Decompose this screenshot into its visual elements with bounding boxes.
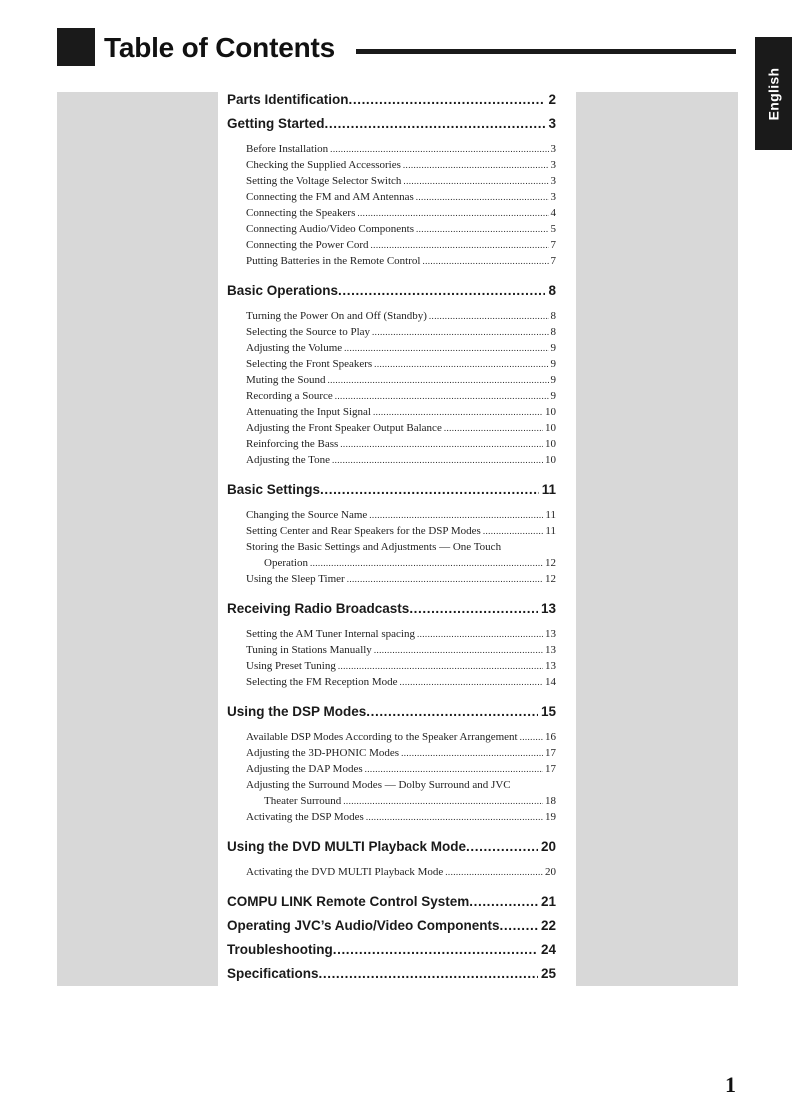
toc-entry-page: 13 [545,644,556,656]
dot-leader [365,761,543,777]
toc-entry-label: Adjusting the Front Speaker Output Balance [246,422,442,434]
toc-entry-page: 12 [545,573,556,585]
dot-leader [327,372,548,388]
toc-entry-page: 19 [545,811,556,823]
page-title: Table of Contents [104,32,335,63]
toc-section[interactable] [227,835,556,859]
toc-entry-label: Reinforcing the Bass [246,438,339,450]
toc-entry-label: Recording a Source [246,390,333,402]
toc-entry[interactable] [227,864,556,880]
toc-entry-label: Available DSP Modes According to the Speaker Arrangement [246,731,518,743]
toc-entry[interactable] [227,555,556,571]
toc-entry-first-line: Storing the Basic Settings and Adjustments — One Touch [246,541,502,553]
toc-subsection-list [227,859,556,880]
toc-section[interactable] [227,88,556,112]
toc-entry-label: Setting the AM Tuner Internal spacing [246,628,415,640]
toc-entry-label: Using Preset Tuning [246,660,336,672]
toc-section-label: Basic Operations [227,283,339,298]
toc-entry[interactable] [227,157,556,173]
toc-entry[interactable] [227,237,556,253]
toc-entry-page: 3 [550,191,556,203]
dot-leader [445,864,543,880]
dot-leader [333,938,538,962]
dot-leader [400,674,543,690]
title-rule [356,49,736,54]
toc-entry-label: Connecting Audio/Video Components [246,223,414,235]
toc-section[interactable] [227,914,556,938]
language-tab-label-wrap [755,37,792,150]
section-spacer [227,587,556,597]
toc-section-page: 25 [540,966,556,981]
toc-entry-label: Turning the Power On and Off (Standby) [246,310,427,322]
toc-section-page: 2 [548,92,556,107]
toc-entry-page: 10 [545,454,556,466]
toc-entry-page: 11 [545,525,556,537]
dot-leader [325,112,546,136]
dot-leader [335,388,549,404]
dot-leader [347,571,543,587]
toc-subsection-list [227,136,556,269]
toc-entry[interactable] [227,571,556,587]
left-side-panel [57,92,218,986]
dot-leader [374,356,548,372]
dot-leader [319,962,538,986]
section-spacer [227,880,556,890]
toc-entry-label: Before Installation [246,143,329,155]
dot-leader [349,88,546,112]
toc-entry-page: 5 [550,223,556,235]
section-spacer [227,269,556,279]
toc-entry[interactable] [227,189,556,205]
toc-entry-label: Adjusting the 3D-PHONIC Modes [246,747,400,759]
title-marker-square [57,28,95,66]
toc-entry-label: Setting Center and Rear Speakers for the DSP Modes [246,525,481,537]
toc-entry[interactable] [227,436,556,452]
toc-entry-page: 17 [545,763,556,775]
toc-entry[interactable] [227,793,556,809]
toc-entry-label: Connecting the Speakers [246,207,356,219]
dot-leader [374,642,543,658]
dot-leader [338,658,543,674]
toc-entry-label: Adjusting the Volume [246,342,343,354]
dot-leader [330,141,548,157]
toc-section-page: 15 [540,704,556,719]
toc-entry-page: 10 [545,438,556,450]
toc-entry[interactable] [227,404,556,420]
toc-section-page: 22 [540,918,556,933]
toc-entry[interactable] [227,205,556,221]
toc-entry-label: Selecting the FM Reception Mode [246,676,398,688]
toc-entry-label: Setting the Voltage Selector Switch [246,175,402,187]
section-spacer [227,468,556,478]
toc-entry-label: Activating the DSP Modes [246,811,364,823]
toc-section-label: Basic Settings [227,482,321,497]
toc-entry[interactable] [227,507,556,523]
toc-entry-label: Selecting the Source to Play [246,326,371,338]
toc-entry-page: 3 [550,159,556,171]
dot-leader [338,279,545,303]
dot-leader [469,890,538,914]
toc-entry[interactable] [227,173,556,189]
dot-leader [403,173,548,189]
toc-entry-label: Adjusting the DAP Modes [246,763,363,775]
toc-section[interactable] [227,890,556,914]
toc-entry-label: Theater Surround [264,795,342,807]
toc-entry-label: Attenuating the Input Signal [246,406,371,418]
dot-leader [357,205,548,221]
toc-entry[interactable] [227,809,556,825]
toc-entry-label: Changing the Source Name [246,509,368,521]
toc-section[interactable] [227,938,556,962]
dot-leader [373,404,543,420]
toc-entry[interactable] [227,356,556,372]
dot-leader [371,237,549,253]
toc-section[interactable] [227,112,556,136]
toc-entry-label: Muting the Sound [246,374,326,386]
toc-section-label: Specifications [227,966,319,981]
dot-leader [416,221,549,237]
toc-entry[interactable] [227,729,556,745]
toc-entry-label: Putting Batteries in the Remote Control [246,255,421,267]
toc-entry[interactable] [227,420,556,436]
toc-entry-label: Connecting the Power Cord [246,239,369,251]
toc-subsection-list [227,621,556,690]
toc-section[interactable] [227,962,556,986]
toc-entry-label: Operation [264,557,308,569]
toc-entry-page: 9 [550,374,556,386]
dot-leader [416,189,549,205]
toc-entry-page: 10 [545,406,556,418]
dot-leader [372,324,548,340]
dot-leader [520,729,543,745]
toc-entry-page: 3 [550,143,556,155]
toc-section-page: 3 [548,116,556,131]
toc-entry-page: 4 [550,207,556,219]
dot-leader [332,452,543,468]
toc-section-label: Getting Started [227,116,325,131]
toc-entry-page: 8 [550,310,556,322]
toc-entry-page: 10 [545,422,556,434]
toc-entry[interactable] [227,761,556,777]
toc-section[interactable] [227,597,556,621]
dot-leader [483,523,544,539]
toc-entry[interactable] [227,253,556,269]
dot-leader [320,478,539,502]
section-spacer [227,825,556,835]
toc-entry[interactable] [227,372,556,388]
toc-entry[interactable] [227,642,556,658]
toc-entry-page: 7 [550,255,556,267]
toc-entry-page: 17 [545,747,556,759]
toc-section-label: Receiving Radio Broadcasts [227,601,410,616]
toc-entry-page: 9 [550,358,556,370]
toc-entry[interactable] [227,340,556,356]
dot-leader [366,809,543,825]
toc-section-page: 11 [541,482,556,497]
dot-leader [422,253,548,269]
toc-entry-label: Connecting the FM and AM Antennas [246,191,414,203]
toc-section[interactable] [227,279,556,303]
table-of-contents [227,88,556,986]
toc-subsection-list [227,724,556,825]
toc-section-page: 8 [548,283,556,298]
toc-section-label: Operating JVC’s Audio/Video Components [227,918,500,933]
toc-entry-page: 12 [545,557,556,569]
toc-entry-page: 9 [550,342,556,354]
right-side-panel [576,92,738,986]
toc-entry[interactable] [227,141,556,157]
toc-entry-page: 7 [550,239,556,251]
dot-leader [466,835,538,859]
dot-leader [409,597,538,621]
toc-section-label: COMPU LINK Remote Control System [227,894,470,909]
toc-entry[interactable] [227,674,556,690]
toc-entry-label: Using the Sleep Timer [246,573,345,585]
dot-leader [429,308,549,324]
dot-leader [340,436,543,452]
toc-entry-page: 9 [550,390,556,402]
toc-entry-label: Selecting the Front Speakers [246,358,373,370]
dot-leader [366,700,538,724]
toc-section-label: Using the DVD MULTI Playback Mode [227,839,467,854]
dot-leader [444,420,543,436]
toc-entry[interactable] [227,658,556,674]
dot-leader [403,157,549,173]
dot-leader [500,914,538,938]
toc-entry-page: 3 [550,175,556,187]
toc-entry-label: Tuning in Stations Manually [246,644,372,656]
toc-entry[interactable] [227,452,556,468]
toc-entry-page: 16 [545,731,556,743]
toc-section-page: 13 [540,601,556,616]
toc-entry-page: 8 [550,326,556,338]
dot-leader [344,340,548,356]
toc-entry[interactable] [227,221,556,237]
toc-entry-page: 11 [545,509,556,521]
toc-entry[interactable] [227,745,556,761]
toc-subsection-list [227,502,556,587]
toc-entry-label: Adjusting the Tone [246,454,330,466]
toc-entry-label: Checking the Supplied Accessories [246,159,401,171]
toc-entry[interactable] [227,523,556,539]
toc-entry-page: 13 [545,628,556,640]
toc-entry-label: Activating the DVD MULTI Playback Mode [246,866,444,878]
page-number: 1 [725,1072,736,1097]
toc-entry[interactable] [227,388,556,404]
toc-entry[interactable] [227,308,556,324]
toc-section-page: 24 [540,942,556,957]
toc-section-label: Using the DSP Modes [227,704,367,719]
language-tab-label: English [765,67,782,120]
toc-subsection-list [227,303,556,468]
toc-section-page: 21 [540,894,556,909]
toc-section-page: 20 [540,839,556,854]
toc-section[interactable] [227,478,556,502]
toc-entry[interactable] [227,626,556,642]
toc-entry-page: 13 [545,660,556,672]
toc-section-label: Troubleshooting [227,942,333,957]
dot-leader [417,626,543,642]
toc-entry-page: 18 [545,795,556,807]
toc-section-label: Parts Identification [227,92,349,107]
section-spacer [227,690,556,700]
dot-leader [343,793,543,809]
dot-leader [401,745,543,761]
toc-section[interactable] [227,700,556,724]
toc-entry-page: 20 [545,866,556,878]
toc-entry-page: 14 [545,676,556,688]
toc-entry[interactable] [227,324,556,340]
toc-entry-first-line: Adjusting the Surround Modes — Dolby Surround and JVC [246,779,511,791]
dot-leader [310,555,543,571]
dot-leader [369,507,543,523]
